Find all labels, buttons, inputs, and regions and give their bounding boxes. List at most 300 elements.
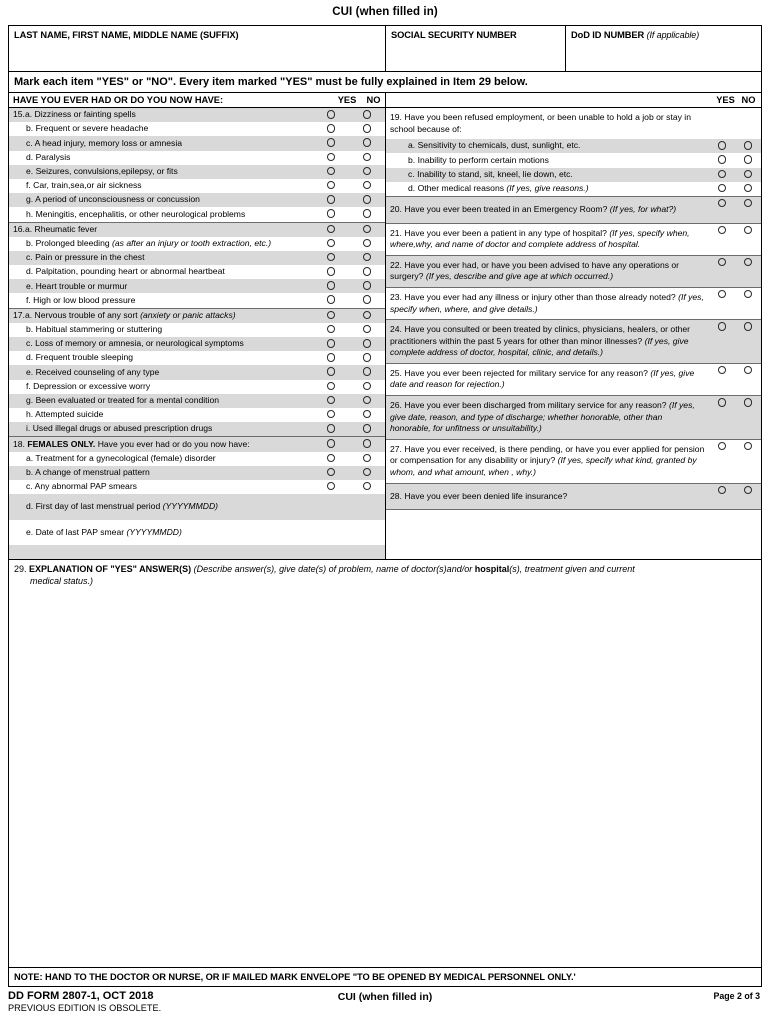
yes-radio[interactable] — [327, 153, 336, 162]
page-number: Page 2 of 3 — [713, 991, 760, 1002]
question-row — [386, 108, 761, 139]
question-row — [386, 197, 761, 223]
yes-no-circles — [309, 380, 385, 391]
question-label: Any abnormal PAP smears — [34, 481, 137, 492]
question-label: Paralysis — [35, 151, 71, 162]
yes-no-circles — [709, 197, 761, 208]
question-label: Been evaluated or treated for a mental condition — [35, 395, 220, 406]
question-hint: (as after an injury or tooth extraction, etc.) — [112, 237, 272, 248]
right-column-header — [386, 93, 761, 108]
no-radio[interactable] — [744, 258, 753, 267]
yes-no-circles — [309, 265, 385, 276]
no-radio[interactable] — [363, 367, 372, 376]
no-radio[interactable] — [363, 253, 372, 262]
question-label: Have you consulted or been treated by clinics, physicians, healers, or other practitioners within the past 5 years for other than minor illnesses? — [390, 324, 691, 346]
name-field[interactable] — [9, 26, 386, 71]
question-box-27 — [386, 440, 761, 484]
question-hint: (If yes, give reasons.) — [506, 183, 589, 194]
question-label: Other medical reasons — [417, 183, 507, 194]
yes-radio[interactable] — [718, 226, 727, 235]
question-number: c. — [26, 137, 35, 148]
question-text — [9, 136, 309, 150]
yes-no-circles — [309, 122, 385, 133]
question-row — [386, 288, 761, 319]
item-29-desc-line2: medical status.) — [30, 576, 94, 587]
question-label: Prolonged bleeding — [35, 237, 113, 248]
item-29-desc-bold: hospital — [474, 564, 510, 575]
yes-radio[interactable] — [327, 410, 336, 419]
spacer — [309, 494, 385, 496]
yes-no-circles — [309, 408, 385, 419]
no-radio[interactable] — [363, 209, 372, 218]
question-row — [386, 320, 761, 363]
question-number: 17.a. — [13, 309, 35, 320]
no-radio[interactable] — [363, 167, 372, 176]
question-row — [386, 364, 761, 395]
question-text — [9, 207, 309, 221]
item-29-desc-b: (s), treatment given and current — [509, 564, 635, 575]
yes-radio[interactable] — [327, 339, 336, 348]
question-label: First day of last menstrual period — [35, 501, 163, 512]
question-number: 15.a. — [13, 109, 35, 120]
question-number: 22. — [390, 259, 405, 270]
question-row — [9, 452, 385, 466]
question-row — [9, 494, 385, 520]
question-number: d. — [26, 151, 36, 162]
yes-no-circles — [709, 168, 761, 179]
yes-radio[interactable] — [327, 167, 336, 176]
yes-radio[interactable] — [327, 181, 336, 190]
previous-edition-note: PREVIOUS EDITION IS OBSOLETE. — [8, 1003, 162, 1014]
question-label: Sensitivity to chemicals, dust, sunlight, etc. — [417, 140, 581, 151]
no-radio[interactable] — [363, 468, 372, 477]
no-radio[interactable] — [744, 184, 753, 193]
question-label: Attempted suicide — [35, 409, 104, 420]
question-label: Date of last PAP smear — [35, 526, 127, 537]
question-text — [386, 182, 709, 196]
yes-radio[interactable] — [327, 454, 336, 463]
left-yes-header: YES — [337, 95, 357, 105]
question-text — [386, 108, 709, 139]
yes-radio[interactable] — [718, 170, 727, 179]
no-radio[interactable] — [363, 311, 372, 320]
question-number: 21. — [390, 227, 405, 238]
yes-no-circles — [309, 165, 385, 176]
question-text — [9, 337, 309, 351]
question-label: Loss of memory or amnesia, or neurological symptoms — [35, 338, 244, 349]
question-number: 20. — [390, 203, 405, 214]
question-row — [9, 165, 385, 179]
item-29-explanation — [9, 559, 761, 967]
question-group-16 — [9, 223, 385, 309]
no-radio[interactable] — [744, 170, 753, 179]
question-text — [9, 193, 309, 207]
no-radio[interactable] — [363, 295, 372, 304]
spacer — [309, 520, 385, 522]
question-row — [9, 207, 385, 221]
question-number: d. — [26, 352, 36, 363]
question-number: 28. — [390, 490, 405, 501]
no-radio[interactable] — [363, 124, 372, 133]
question-number: a. — [26, 452, 36, 463]
question-number: 26. — [390, 400, 405, 411]
question-text — [9, 394, 309, 408]
question-row — [9, 151, 385, 165]
question-box-20 — [386, 197, 761, 224]
yes-radio[interactable] — [718, 184, 727, 193]
right-no-header: NO — [741, 95, 756, 105]
yes-radio[interactable] — [327, 295, 336, 304]
question-row — [9, 437, 385, 451]
yes-radio[interactable] — [718, 398, 727, 407]
no-radio[interactable] — [744, 366, 753, 375]
question-label: Have you ever been rejected for military service for any reason? — [404, 367, 651, 378]
no-radio[interactable] — [363, 353, 372, 362]
yes-no-circles — [309, 223, 385, 234]
question-text — [386, 168, 709, 182]
dod-id-field[interactable] — [566, 26, 761, 71]
question-number: c. — [26, 481, 35, 492]
yes-radio[interactable] — [327, 110, 336, 119]
question-text — [9, 279, 309, 293]
no-radio[interactable] — [363, 267, 372, 276]
yes-radio[interactable] — [327, 253, 336, 262]
question-row — [9, 293, 385, 307]
dod-id-label: DoD ID NUMBER (If applicable) — [571, 30, 700, 40]
yes-no-circles — [309, 108, 385, 119]
question-label: Meningitis, encephalitis, or other neurological problems — [35, 208, 246, 219]
question-row — [9, 365, 385, 379]
item-29-title: EXPLANATION OF "YES" ANSWER(S) — [29, 564, 192, 575]
question-label: Have you ever been treated in an Emergency Room? — [404, 203, 610, 214]
question-row — [9, 480, 385, 494]
question-hint: (If yes, give complete address of doctor, hospital, clinic, and details.) — [390, 335, 689, 358]
question-text — [9, 351, 309, 365]
question-box-24 — [386, 320, 761, 364]
question-text — [386, 153, 709, 167]
yes-no-circles — [709, 139, 761, 150]
question-hint: (If yes, specify when, where,why, and name of doctor and complete address of hospital. — [390, 227, 690, 250]
yes-no-circles — [309, 422, 385, 433]
question-number: c. — [26, 252, 36, 263]
yes-radio[interactable] — [327, 124, 336, 133]
yes-radio[interactable] — [327, 195, 336, 204]
yes-no-circles — [309, 207, 385, 218]
question-text — [9, 309, 309, 323]
yes-no-circles — [709, 484, 761, 495]
question-text — [386, 288, 709, 319]
question-row — [9, 193, 385, 207]
yes-no-circles — [309, 337, 385, 348]
question-number: a. — [408, 140, 418, 151]
question-label: Nervous trouble of any sort — [34, 309, 141, 320]
no-radio[interactable] — [363, 382, 372, 391]
yes-radio[interactable] — [327, 325, 336, 334]
question-number: c. — [26, 338, 36, 349]
yes-radio[interactable] — [327, 225, 336, 234]
question-row — [9, 323, 385, 337]
question-number: 25. — [390, 367, 405, 378]
yes-radio[interactable] — [327, 239, 336, 248]
question-text — [386, 320, 709, 363]
question-number: b. — [26, 466, 36, 477]
question-row — [9, 136, 385, 150]
question-label: Habitual stammering or stuttering — [35, 324, 163, 335]
yes-radio[interactable] — [327, 382, 336, 391]
yes-no-circles — [309, 293, 385, 304]
question-text — [9, 293, 309, 307]
question-label: Frequent trouble sleeping — [35, 352, 134, 363]
question-hint: (anxiety or panic attacks) — [140, 309, 236, 320]
question-label: Dizziness or fainting spells — [34, 109, 136, 120]
yes-no-circles — [309, 437, 385, 448]
question-number: d. — [26, 266, 36, 277]
yes-radio[interactable] — [327, 311, 336, 320]
identification-header — [9, 26, 761, 72]
question-hint: (If yes, give date, reason, and type of discharge; whether honorable, other than honorable, for unfitness or unsuitability.) — [390, 400, 695, 434]
yes-radio[interactable] — [718, 290, 727, 299]
question-hint: (If yes, specify when, where, and give details.) — [390, 291, 704, 314]
question-hint: (YYYYMMDD) — [162, 501, 219, 512]
yes-no-circles — [709, 320, 761, 331]
no-radio[interactable] — [363, 239, 372, 248]
yes-no-circles — [309, 323, 385, 334]
yes-radio[interactable] — [327, 482, 336, 491]
yes-no-circles — [309, 365, 385, 376]
question-hint: (If yes, for what?) — [609, 203, 677, 214]
question-bold: FEMALES ONLY. — [27, 438, 96, 449]
question-box-21 — [386, 224, 761, 256]
question-text — [9, 437, 309, 451]
question-hint: (YYYYMMDD) — [126, 526, 182, 537]
no-radio[interactable] — [363, 410, 372, 419]
question-label: Have you ever had any illness or injury other than those already noted? — [404, 291, 679, 302]
question-label: Frequent or severe headache — [35, 123, 149, 134]
no-radio[interactable] — [744, 141, 753, 150]
question-number: g. — [26, 194, 36, 205]
yes-radio[interactable] — [718, 366, 727, 375]
left-column — [9, 93, 386, 559]
no-radio[interactable] — [744, 199, 753, 208]
item-29-textarea[interactable] — [14, 587, 756, 965]
question-label: Used illegal drugs or abused prescription drugs — [32, 423, 213, 434]
question-number: 24. — [390, 324, 405, 335]
yes-radio[interactable] — [327, 353, 336, 362]
ssn-field[interactable] — [386, 26, 566, 71]
question-text — [386, 224, 709, 255]
questions-columns — [9, 93, 761, 559]
yes-no-circles — [309, 309, 385, 320]
question-number: 19. — [390, 112, 405, 122]
yes-radio[interactable] — [327, 396, 336, 405]
question-text — [9, 422, 309, 436]
question-text — [386, 197, 709, 223]
question-row — [9, 223, 385, 237]
no-radio[interactable] — [363, 454, 372, 463]
question-text — [386, 364, 709, 395]
question-number: f. — [26, 180, 34, 191]
yes-radio[interactable] — [718, 155, 727, 164]
question-label: Heart trouble or murmur — [35, 280, 128, 291]
note-bar: NOTE: HAND TO THE DOCTOR OR NURSE, OR IF MAILED MARK ENVELOPE "TO BE OPENED BY MEDICAL PERSONNEL ONLY.' — [9, 967, 761, 986]
yes-radio[interactable] — [327, 267, 336, 276]
no-radio[interactable] — [744, 322, 753, 331]
question-group-17 — [9, 309, 385, 438]
question-number: b. — [408, 154, 418, 165]
form-id: DD FORM 2807-1, OCT 2018 — [8, 990, 154, 1003]
yes-radio[interactable] — [718, 442, 727, 451]
question-text — [9, 494, 309, 520]
question-number: e. — [26, 166, 36, 177]
no-radio[interactable] — [744, 442, 753, 451]
no-radio[interactable] — [744, 226, 753, 235]
question-subrow — [386, 182, 761, 196]
no-radio[interactable] — [363, 181, 372, 190]
yes-no-circles — [309, 237, 385, 248]
question-subrow — [386, 153, 761, 167]
question-label: Seizures, convulsions,epilepsy, or fits — [35, 166, 178, 177]
question-box-23 — [386, 288, 761, 320]
question-label: A head injury, memory loss or amnesia — [34, 137, 183, 148]
yes-radio[interactable] — [327, 439, 336, 448]
question-row — [9, 520, 385, 546]
question-row — [9, 122, 385, 136]
left-column-header-label: HAVE YOU EVER HAD OR DO YOU NOW HAVE: — [13, 95, 224, 105]
question-number: e. — [26, 526, 36, 537]
question-number: 16.a. — [13, 223, 35, 234]
question-row — [9, 466, 385, 480]
left-column-header — [9, 93, 385, 108]
yes-no-circles — [709, 224, 761, 235]
no-radio[interactable] — [744, 486, 753, 495]
yes-radio[interactable] — [327, 468, 336, 477]
no-radio[interactable] — [363, 281, 372, 290]
yes-no-circles — [709, 182, 761, 193]
question-label: Inability to stand, sit, kneel, lie down, etc. — [417, 168, 573, 179]
question-text — [9, 480, 309, 494]
no-radio[interactable] — [363, 396, 372, 405]
question-row — [9, 237, 385, 251]
question-row — [386, 396, 761, 439]
question-label: Inability to perform certain motions — [417, 154, 549, 165]
question-number: b. — [26, 237, 36, 248]
right-yes-header: YES — [716, 95, 735, 105]
question-row — [9, 179, 385, 193]
question-label: Car, train,sea,or air sickness — [33, 180, 142, 191]
no-radio[interactable] — [363, 325, 372, 334]
yes-no-circles — [709, 396, 761, 407]
question-text — [9, 122, 309, 136]
no-radio[interactable] — [363, 482, 372, 491]
name-label: LAST NAME, FIRST NAME, MIDDLE NAME (SUFFIX) — [14, 30, 239, 40]
question-number: e. — [26, 280, 36, 291]
yes-radio[interactable] — [327, 367, 336, 376]
question-text — [9, 408, 309, 422]
question-text — [9, 365, 309, 379]
no-radio[interactable] — [744, 290, 753, 299]
yes-radio[interactable] — [327, 209, 336, 218]
question-text — [386, 484, 709, 510]
question-text — [9, 265, 309, 279]
yes-no-circles — [309, 394, 385, 405]
yes-no-circles — [309, 151, 385, 162]
question-number: f. — [26, 294, 34, 305]
question-text — [386, 396, 709, 439]
yes-radio[interactable] — [327, 281, 336, 290]
question-label: Have you ever had or do you now have: — [95, 438, 250, 449]
yes-no-circles — [309, 251, 385, 262]
question-number: h. — [26, 208, 36, 219]
question-number: e. — [26, 366, 36, 377]
yes-radio[interactable] — [718, 486, 727, 495]
question-number: i. — [26, 423, 33, 434]
no-radio[interactable] — [363, 424, 372, 433]
question-row — [9, 394, 385, 408]
yes-radio[interactable] — [718, 141, 727, 150]
cui-banner-bottom: CUI (when filled in) — [337, 991, 433, 1004]
cui-banner-top: CUI (when filled in) — [332, 6, 438, 18]
question-label: Have you ever been a patient in any type of hospital? — [404, 227, 610, 238]
question-label: Have you been refused employment, or been unable to hold a job or stay in school because of: — [390, 112, 691, 134]
yes-radio[interactable] — [718, 258, 727, 267]
question-text — [9, 179, 309, 193]
question-text — [386, 440, 709, 483]
question-group-18 — [9, 437, 385, 545]
question-number: 23. — [390, 291, 405, 302]
no-radio[interactable] — [744, 398, 753, 407]
no-radio[interactable] — [363, 439, 372, 448]
yes-no-circles — [709, 440, 761, 451]
yes-radio[interactable] — [718, 322, 727, 331]
yes-radio[interactable] — [718, 199, 727, 208]
question-label: High or low blood pressure — [33, 294, 136, 305]
question-text — [386, 139, 709, 153]
question-row — [9, 251, 385, 265]
yes-no-circles — [309, 351, 385, 362]
no-radio[interactable] — [363, 195, 372, 204]
question-box-22 — [386, 256, 761, 288]
right-column — [386, 93, 761, 559]
column-filler — [9, 545, 385, 559]
question-label: Depression or excessive worry — [33, 380, 151, 391]
no-radio[interactable] — [363, 339, 372, 348]
question-text — [9, 151, 309, 165]
question-text — [9, 452, 309, 466]
item-29-desc-a: (Describe answer(s), give date(s) of problem, name of doctor(s)and/or — [193, 564, 475, 575]
item-29-number: 29. — [14, 564, 27, 575]
question-box-19 — [386, 108, 761, 197]
yes-radio[interactable] — [327, 424, 336, 433]
question-number: h. — [26, 409, 36, 420]
no-radio[interactable] — [744, 155, 753, 164]
question-label: Have you ever had, or have you been advised to have any operations or surgery? — [390, 259, 680, 282]
yes-no-circles — [309, 179, 385, 190]
yes-no-circles — [709, 153, 761, 164]
question-box-25 — [386, 364, 761, 396]
left-no-header: NO — [366, 95, 381, 105]
no-radio[interactable] — [363, 225, 372, 234]
no-radio[interactable] — [363, 110, 372, 119]
question-box-26 — [386, 396, 761, 440]
no-radio[interactable] — [363, 153, 372, 162]
spacer — [709, 108, 761, 110]
yes-radio[interactable] — [327, 138, 336, 147]
question-row — [386, 484, 761, 510]
question-label: Have you ever been denied life insurance? — [404, 490, 568, 501]
question-text — [386, 256, 709, 287]
no-radio[interactable] — [363, 138, 372, 147]
yes-no-circles — [309, 193, 385, 204]
